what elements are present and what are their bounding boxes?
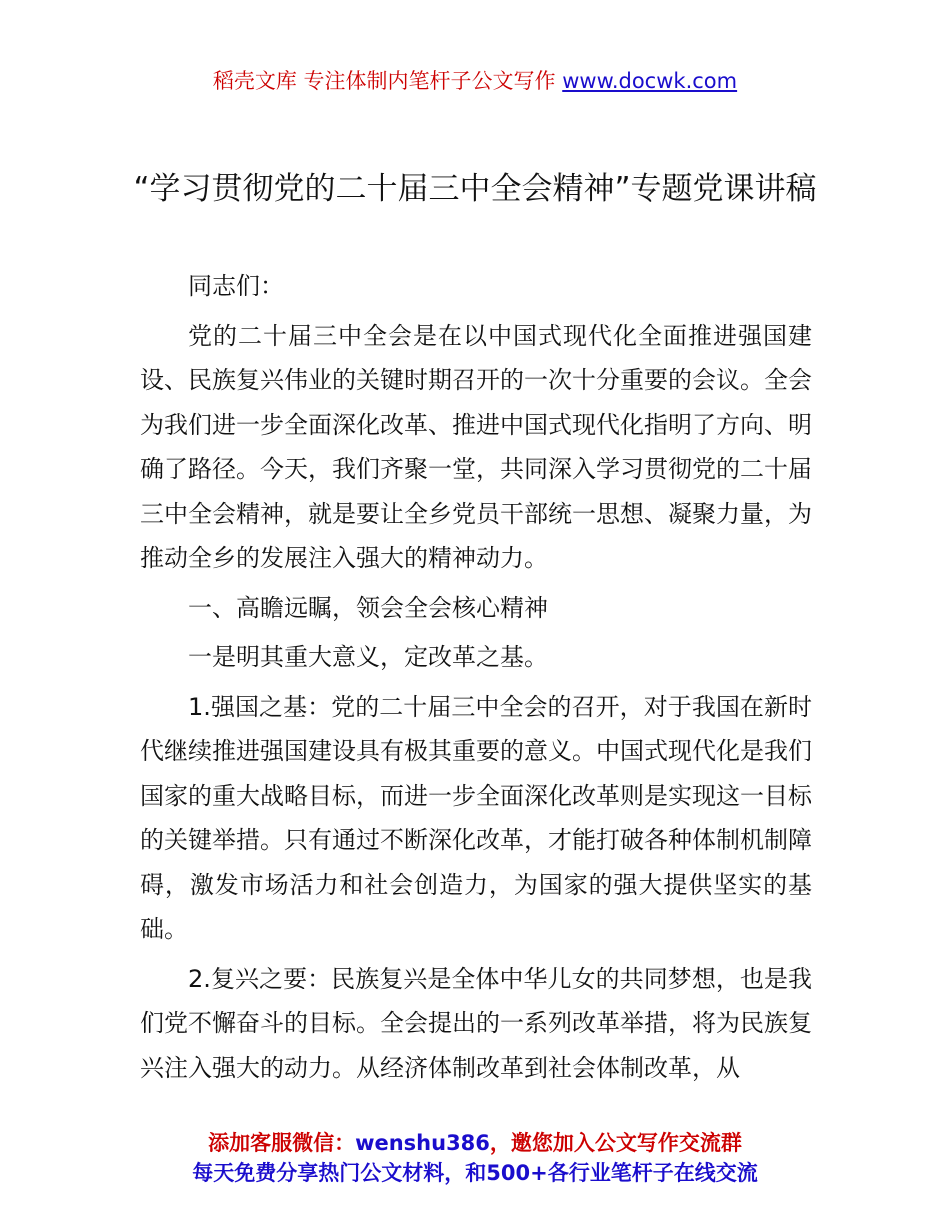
footer-wechat-prefix: 添加客服微信： (208, 1131, 356, 1155)
document-body (140, 264, 812, 1095)
paragraph: 2.复兴之要：民族复兴是全体中华儿女的共同梦想，也是我们党不懈奋斗的目标。全会提出的一系列改革举措，将为民族复兴注入强大的动力。从经济体制改革到社会体制改革，从 (140, 964, 812, 1082)
footer-wechat-suffix: ，邀您加入公文写作交流群 (489, 1131, 742, 1155)
header-text: 稻壳文库 专注体制内笔杆子公文写作 (212, 69, 563, 93)
document-title: “学习贯彻党的二十届三中全会精神”专题党课讲稿 (133, 171, 817, 207)
paragraph-salutation: 同志们： (188, 272, 284, 300)
page-header (0, 66, 950, 96)
header-link[interactable]: www.docwk.com (562, 69, 738, 93)
paragraph: 党的二十届三中全会是在以中国式现代化全面推进强国建设、民族复兴伟业的关键时期召开的一次十分重要的会议。全会为我们进一步全面深化改革、推进中国式现代化指明了方向、明确了路径。今天，我们齐聚一堂，共同深入学习贯彻党的二十届三中全会精神，就是要让全乡党员干部统一思想、凝聚力量，为推动全乡的发展注入强大的精神动力。 (140, 321, 812, 572)
footer-line-2: 每天免费分享热门公文材料，和500+各行业笔杆子在线交流 (192, 1161, 758, 1185)
page-footer (0, 1128, 950, 1188)
paragraph: 1.强国之基：党的二十届三中全会的召开，对于我国在新时代继续推进强国建设具有极其重要的意义。中国式现代化是我们国家的重大战略目标，而进一步全面深化改革则是实现这一目标的关键举措。只有通过不断深化改革，才能打破各种体制机制障碍，激发市场活力和社会创造力，为国家的强大提供坚实的基础。 (140, 692, 812, 943)
section-heading: 一、高瞻远瞩，领会全会核心精神 (188, 593, 548, 622)
footer-wechat-id: wenshu386 (355, 1131, 490, 1155)
subsection-heading: 一是明其重大意义，定改革之基。 (188, 643, 548, 671)
footer-line-1 (0, 1128, 950, 1158)
